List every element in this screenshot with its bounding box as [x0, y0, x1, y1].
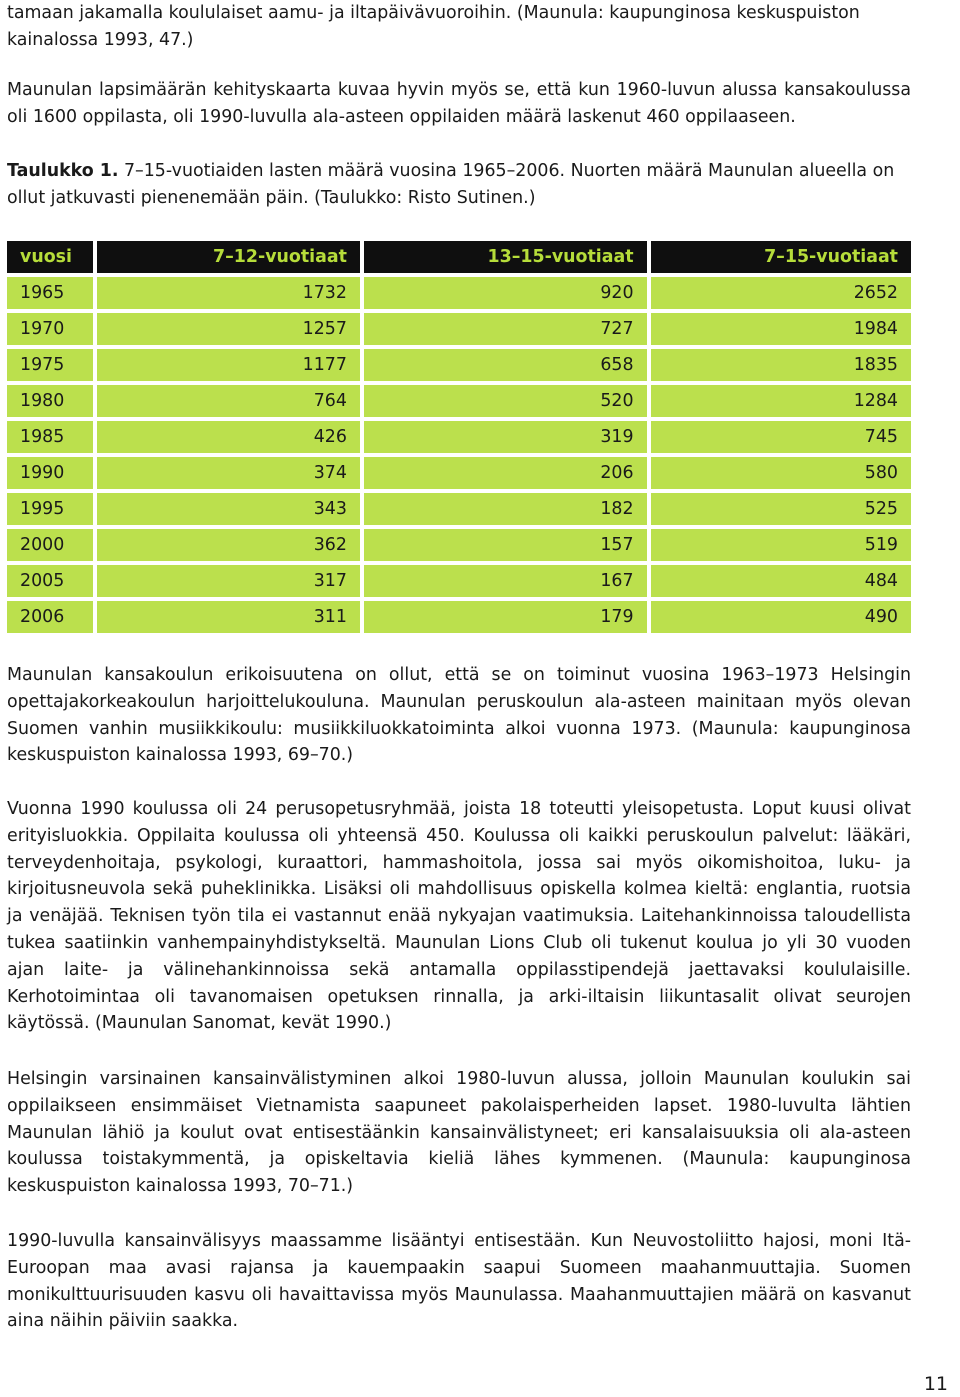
table-caption-text: 7–15-vuotiaiden lasten määrä vuosina 1965–2006. Nuorten määrä Maunulan alueella on ollut jatkuvasti pienenemään päin. (Taulukko: Risto Sutinen.) [7, 161, 895, 208]
cell-year: 1975 [7, 349, 97, 381]
cell-7-15: 484 [651, 565, 911, 597]
cell-7-12: 311 [97, 601, 364, 633]
table-row [7, 529, 911, 561]
cell-13-15: 920 [364, 277, 651, 309]
table-row [7, 457, 911, 489]
cell-year: 1995 [7, 493, 97, 525]
cell-13-15: 658 [364, 349, 651, 381]
table-header-row [7, 241, 911, 273]
cell-7-12: 374 [97, 457, 364, 489]
cell-7-15: 580 [651, 457, 911, 489]
cell-13-15: 157 [364, 529, 651, 561]
table-row [7, 313, 911, 345]
cell-year: 1980 [7, 385, 97, 417]
cell-7-15: 745 [651, 421, 911, 453]
cell-year: 1990 [7, 457, 97, 489]
cell-13-15: 206 [364, 457, 651, 489]
cell-13-15: 179 [364, 601, 651, 633]
cell-7-12: 764 [97, 385, 364, 417]
intro-text [7, 0, 911, 54]
paragraph-kansainvalistyminen: Helsingin varsinainen kansainvälistyminen alkoi 1980-luvun alussa, jolloin Maunulan koulukin sai oppilaikseen ensimmäiset Vietnamista saapuneet pakolaisperheiden lapset. 1980-luvulta lähtien Maunulan lähiö ja koulut ovat entisestäänkin kansainvälistyneet; eri kansalaisuuksia oli ala-asteen koulussa toistakymmentä, ja opiskeltavia kieliä lähes kymmenen. (Maunula: kaupunginosa keskuspuiston kainalossa 1993, 70–71.) [7, 1069, 911, 1197]
header-vuosi: vuosi [7, 241, 97, 273]
cell-7-15: 1835 [651, 349, 911, 381]
cell-year: 2000 [7, 529, 97, 561]
cell-7-12: 317 [97, 565, 364, 597]
cell-year: 2005 [7, 565, 97, 597]
cell-7-15: 2652 [651, 277, 911, 309]
table-row [7, 565, 911, 597]
paragraph-lapsimaara: Maunulan lapsimäärän kehityskaarta kuvaa hyvin myös se, että kun 1960-luvun alussa kansakoulussa oli 1600 oppilasta, oli 1990-luvulla ala-asteen oppilaiden määrä laskenut 460 oppilaaseen. [7, 80, 911, 127]
table-caption-label: Taulukko 1. [7, 161, 119, 181]
cell-7-15: 525 [651, 493, 911, 525]
table-row [7, 601, 911, 633]
cell-13-15: 182 [364, 493, 651, 525]
cell-7-12: 1257 [97, 313, 364, 345]
cell-7-12: 343 [97, 493, 364, 525]
page-number: 11 [923, 1373, 948, 1395]
header-13-15: 13–15-vuotiaat [364, 241, 651, 273]
table-row [7, 277, 911, 309]
cell-year: 1985 [7, 421, 97, 453]
table-caption [7, 158, 911, 212]
paragraph-1990-luku: 1990-luvulla kansainvälisyys maassamme lisääntyi entisestään. Kun Neuvostoliitto hajosi, moni Itä-Euroopan maa avasi rajansa ja kauempaakin saapui Suomeen maahanmuuttajia. Suomen monikulttuurisuuden kasvu oli havaittavissa myös Maunulassa. Maahanmuuttajien määrä on kasvanut aina näihin päiviin saakka. [7, 1231, 911, 1332]
cell-7-12: 1732 [97, 277, 364, 309]
cell-7-12: 1177 [97, 349, 364, 381]
table-row [7, 421, 911, 453]
cell-7-15: 519 [651, 529, 911, 561]
cell-13-15: 167 [364, 565, 651, 597]
cell-7-12: 426 [97, 421, 364, 453]
cell-year: 1965 [7, 277, 97, 309]
cell-7-12: 362 [97, 529, 364, 561]
cell-7-15: 490 [651, 601, 911, 633]
table-row [7, 385, 911, 417]
intro-line-1: tamaan jakamalla koululaiset aamu- ja iltapäivävuoroihin. (Maunula: kaupunginosa keskuspuiston [7, 3, 860, 23]
children-count-table [7, 237, 911, 637]
cell-13-15: 727 [364, 313, 651, 345]
paragraph-1990: Vuonna 1990 koulussa oli 24 perusopetusryhmää, joista 18 toteutti yleisopetusta. Loput kuusi olivat erityisluokkia. Oppilaita koulussa oli yhteensä 450. Koulussa oli kaikki peruskoulun palvelut: lääkäri, terveydenhoitaja, psykologi, kuraattori, hammashoitola, jossa sai myös oikomishoitoa, luku- ja kirjoitusneuvola sekä puheklinikka. Lisäksi oli mahdollisuus opiskella kolmea kieltä: englantia, ruotsia ja venäjää. Teknisen työn tila ei vastannut enää nykyajan vaatimuksia. Laitehankinnoissa taloudellista tukea saatiinkin vanhempainyhdistykseltä. Maunulan Lions Club oli tukenut koulua jo yli 30 vuoden ajan laite- ja välinehankinnoissa sekä antamalla oppilasstipendejä jaettavaksi koululaisille. Kerhotoimintaa oli tavanomaisen opetuksen rinnalla, ja arki-iltaisin liikuntasalit olivat seurojen käytössä. (Maunulan Sanomat, kevät 1990.) [7, 799, 911, 1034]
table-row [7, 349, 911, 381]
header-7-15: 7–15-vuotiaat [651, 241, 911, 273]
cell-13-15: 520 [364, 385, 651, 417]
cell-7-15: 1984 [651, 313, 911, 345]
table-row [7, 493, 911, 525]
cell-year: 1970 [7, 313, 97, 345]
cell-7-15: 1284 [651, 385, 911, 417]
paragraph-kansakoulu: Maunulan kansakoulun erikoisuutena on ollut, että se on toiminut vuosina 1963–1973 Helsingin opettajakorkeakoulun harjoittelukouluna. Maunulan peruskoulun ala-asteen mainitaan myös olevan Suomen vanhin musiikkikoulu: musiikkiluokkatoiminta alkoi vuonna 1973. (Maunula: kaupunginosa keskuspuiston kainalossa 1993, 69–70.) [7, 665, 911, 766]
cell-year: 2006 [7, 601, 97, 633]
header-7-12: 7–12-vuotiaat [97, 241, 364, 273]
intro-line-2: kainalossa 1993, 47.) [7, 29, 194, 50]
cell-13-15: 319 [364, 421, 651, 453]
